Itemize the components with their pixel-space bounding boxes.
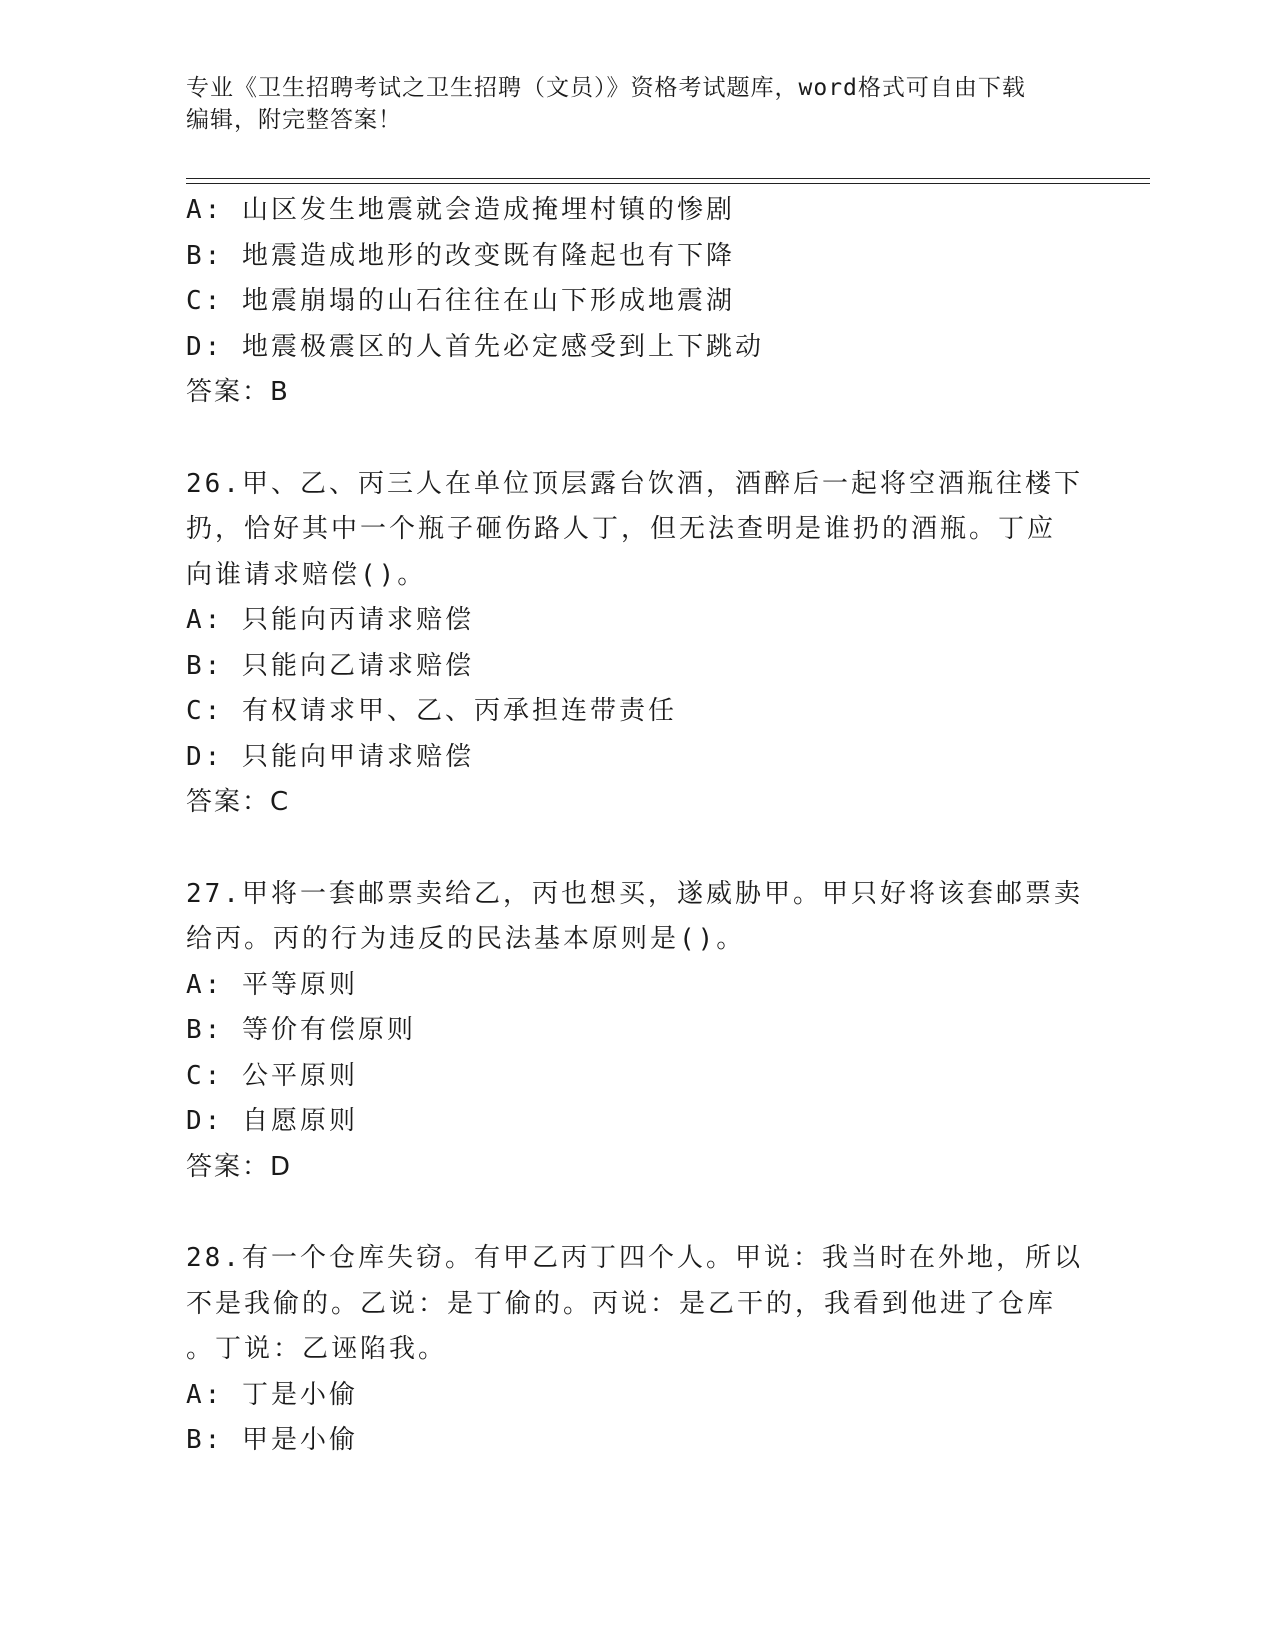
question-27	[186, 872, 1086, 1191]
header-divider-top	[186, 178, 1150, 179]
question-stem-line: 扔，恰好其中一个瓶子砸伤路人丁，但无法查明是谁扔的酒瓶。丁应	[186, 514, 1057, 544]
document-header	[186, 72, 1086, 136]
question-26	[186, 462, 1086, 826]
option-a: A: 只能向丙请求赔偿	[186, 605, 474, 635]
header-line-2: 编辑，附完整答案！	[186, 107, 402, 133]
option-d: D: 自愿原则	[186, 1106, 358, 1136]
option-a: A: 山区发生地震就会造成掩埋村镇的惨剧	[186, 195, 735, 225]
spacer	[186, 826, 1086, 872]
option-c: C: 公平原则	[186, 1060, 358, 1091]
question-stem-line: 不是我偷的。乙说：是丁偷的。丙说：是乙干的，我看到他进了仓库	[186, 1288, 1057, 1319]
question-stem-line: 26.甲、乙、丙三人在单位顶层露台饮酒，酒醉后一起将空酒瓶往楼下	[186, 468, 1083, 499]
spacer	[186, 416, 1086, 462]
question-stem-line: 27.甲将一套邮票卖给乙，丙也想买，遂威胁甲。甲只好将该套邮票卖	[186, 878, 1083, 909]
option-d: D: 只能向甲请求赔偿	[186, 741, 474, 772]
option-b: B: 地震造成地形的改变既有隆起也有下降	[186, 240, 735, 271]
option-a: A: 平等原则	[186, 969, 358, 1000]
option-d: D: 地震极震区的人首先必定感受到上下跳动	[186, 331, 764, 362]
option-b: B: 只能向乙请求赔偿	[186, 650, 474, 681]
question-stem-line: 给丙。丙的行为违反的民法基本原则是()。	[186, 924, 746, 954]
answer: 答案：B	[186, 377, 290, 407]
option-c: C: 地震崩塌的山石往往在山下形成地震湖	[186, 286, 735, 316]
answer: 答案：D	[186, 1151, 293, 1182]
question-28	[186, 1236, 1086, 1464]
question-stem-line: 向谁请求赔偿()。	[186, 559, 427, 590]
option-b: B: 甲是小偷	[186, 1425, 358, 1455]
option-b: B: 等价有偿原则	[186, 1015, 416, 1045]
option-c: C: 有权请求甲、乙、丙承担连带责任	[186, 696, 677, 726]
header-line-1: 专业《卫生招聘考试之卫生招聘（文员）》资格考试题库，word格式可自由下载	[186, 75, 1026, 101]
question-25	[186, 188, 1086, 416]
header-divider-bottom	[186, 183, 1150, 184]
answer: 答案：C	[186, 787, 291, 817]
option-a: A: 丁是小偷	[186, 1379, 358, 1410]
question-stem-line: 。丁说：乙诬陷我。	[186, 1334, 448, 1364]
question-stem-line: 28.有一个仓库失窃。有甲乙丙丁四个人。甲说：我当时在外地，所以	[186, 1243, 1083, 1273]
question-list	[186, 188, 1086, 1464]
spacer	[186, 1190, 1086, 1236]
